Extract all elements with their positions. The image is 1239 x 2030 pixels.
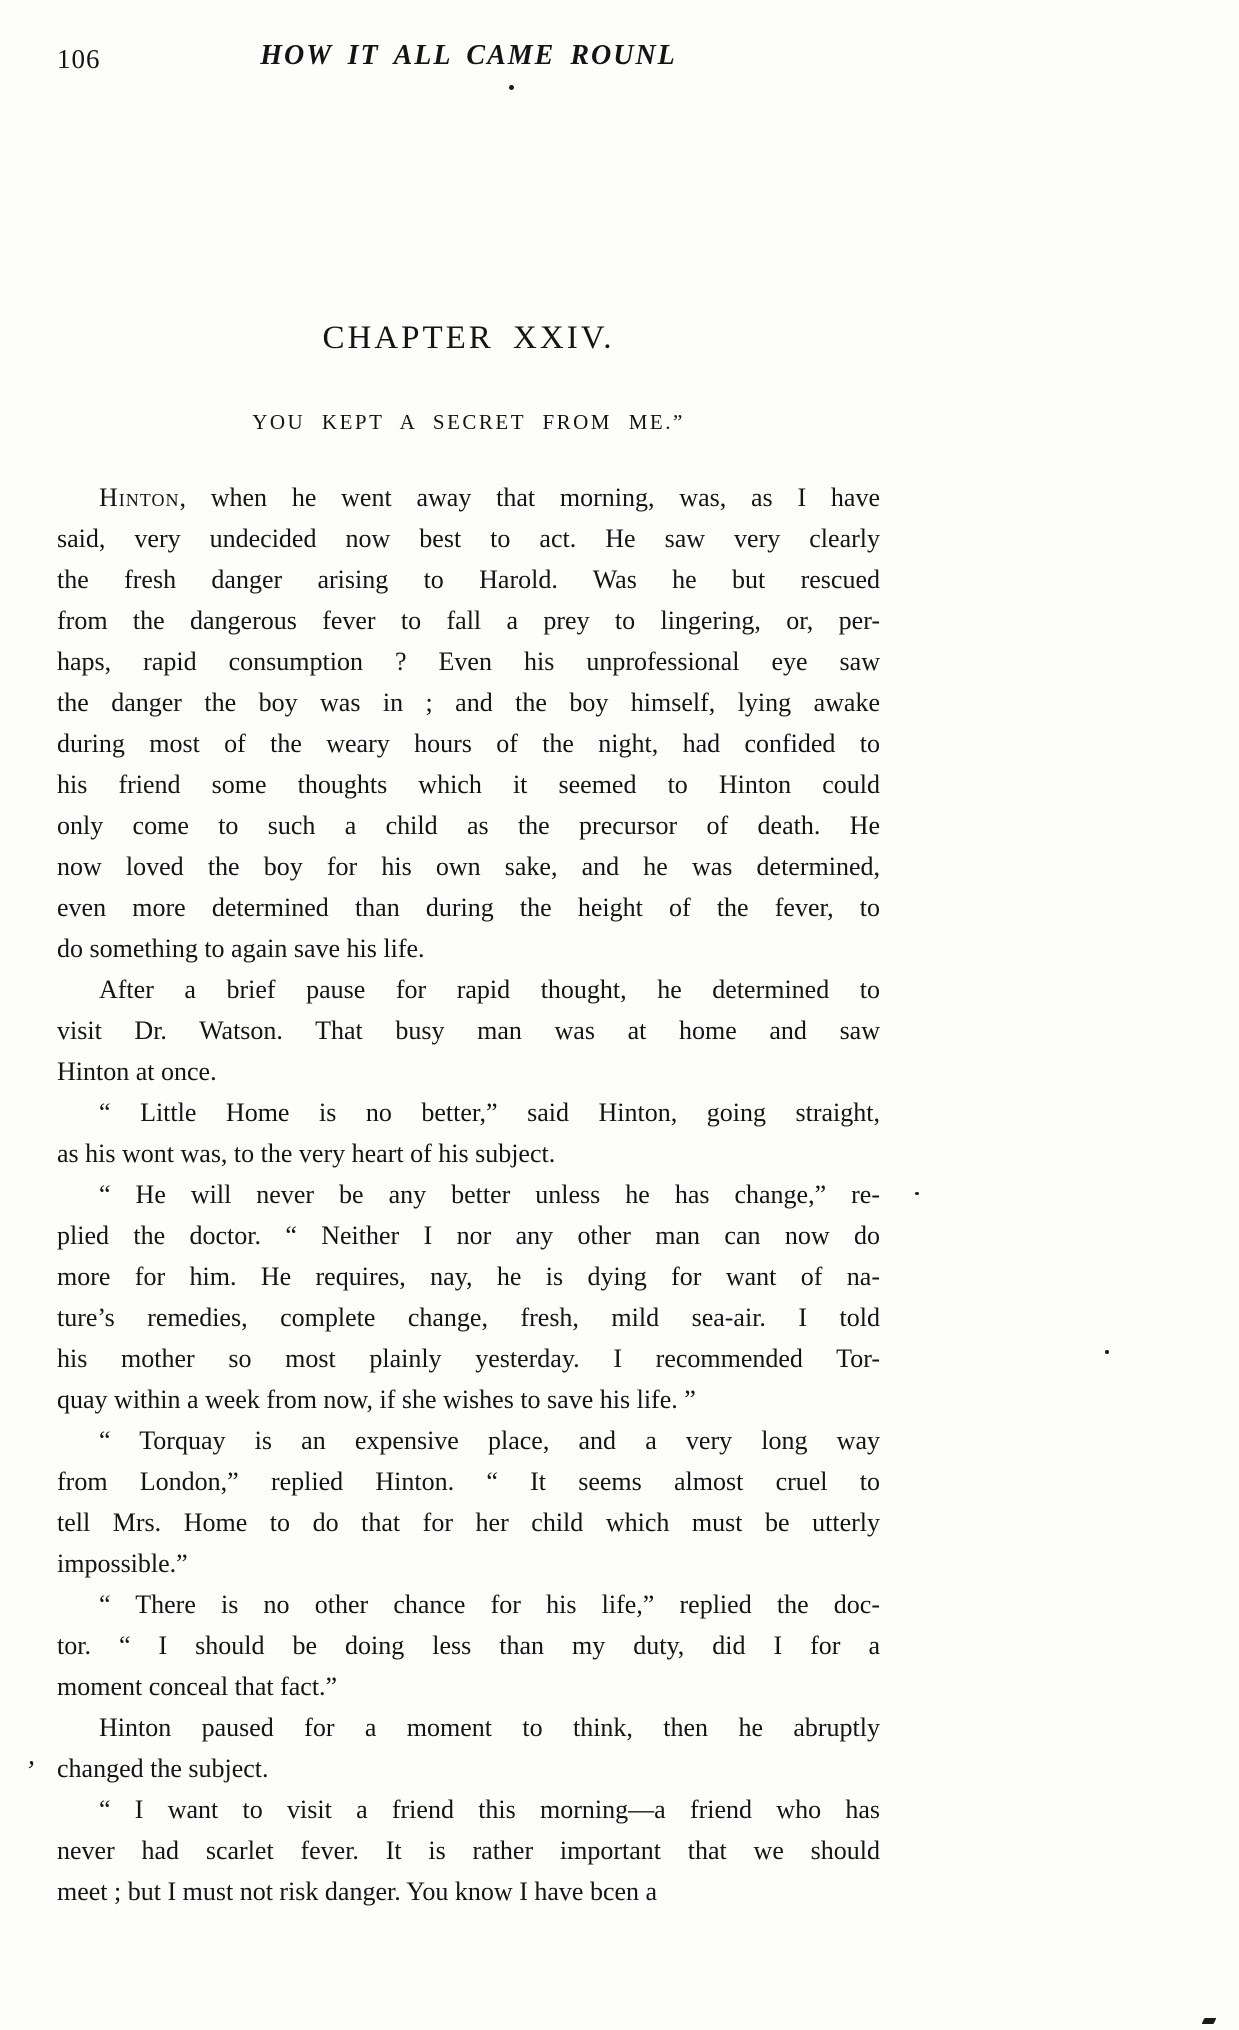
text-line: Hinton paused for a moment to think, then he abruptly xyxy=(99,1713,880,1742)
text-line: “ He will never be any better unless he has change,” re- xyxy=(99,1180,880,1209)
text-line: After a brief pause for rapid thought, he determined to xyxy=(99,975,880,1004)
text-line: said, very undecided now best to act. He saw very clearly xyxy=(57,524,880,553)
text-line: only come to such a child as the precursor of death. He xyxy=(57,811,880,840)
page-number: 106 xyxy=(57,44,101,74)
paragraph xyxy=(57,1789,880,1912)
text-line: “ Torquay is an expensive place, and a very long way xyxy=(99,1426,880,1455)
paragraph xyxy=(57,969,880,1092)
text-line: changed the subject. xyxy=(57,1754,269,1783)
text-line: tor. “ I should be doing less than my duty, did I for a xyxy=(57,1631,880,1660)
text-line: do something to again save his life. xyxy=(57,934,425,963)
text-line: haps, rapid consumption ? Even his unprofessional eye saw xyxy=(57,647,880,676)
text-line: the danger the boy was in ; and the boy himself, lying awake xyxy=(57,688,880,717)
text-line: impossible.” xyxy=(57,1549,188,1578)
chapter-subtitle: YOU KEPT A SECRET FROM ME.” xyxy=(252,410,685,434)
text-line: “ There is no other chance for his life,” replied the doc- xyxy=(99,1590,880,1619)
text-line: meet ; but I must not risk danger. You know I have bcen a xyxy=(57,1877,658,1906)
text-line: moment conceal that fact.” xyxy=(57,1672,338,1701)
text-line: quay within a week from now, if she wishes to save his life. ” xyxy=(57,1385,696,1414)
text-line: his mother so most plainly yesterday. I recommended Tor- xyxy=(57,1344,880,1373)
scan-artifact-margin-mark: , xyxy=(28,1740,35,1771)
text-line: during most of the weary hours of the night, had confided to xyxy=(57,729,880,758)
scan-artifact-speck xyxy=(1105,1350,1109,1354)
text-line: now loved the boy for his own sake, and he was determined, xyxy=(57,852,880,881)
text-line: the fresh danger arising to Harold. Was he but rescued xyxy=(57,565,880,594)
paragraph xyxy=(57,1174,880,1420)
text-line: “ Little Home is no better,” said Hinton, going straight, xyxy=(99,1098,880,1127)
text-line: as his wont was, to the very heart of his subject. xyxy=(57,1139,556,1168)
small-caps-word: Hinton xyxy=(99,483,180,512)
text-line: tell Mrs. Home to do that for her child which must be utterly xyxy=(57,1508,880,1537)
scan-artifact-speck xyxy=(1202,2018,1217,2024)
running-title: HOW IT ALL CAME ROUNL xyxy=(260,40,677,71)
body-text xyxy=(57,477,880,1912)
paragraph xyxy=(57,1420,880,1584)
text-line: even more determined than during the height of the fever, to xyxy=(57,893,880,922)
text-line: ture’s remedies, complete change, fresh, mild sea-air. I told xyxy=(57,1303,880,1332)
chapter-heading: CHAPTER XXIV. xyxy=(322,320,615,356)
scan-artifact-dot xyxy=(509,85,514,90)
text-line: Hinton at once. xyxy=(57,1057,217,1086)
text-line: from London,” replied Hinton. “ It seems almost cruel to xyxy=(57,1467,880,1496)
text-line: his friend some thoughts which it seemed to Hinton could xyxy=(57,770,880,799)
text-line: plied the doctor. “ Neither I nor any other man can now do xyxy=(57,1221,880,1250)
text-line: more for him. He requires, nay, he is dying for want of na- xyxy=(57,1262,880,1291)
text-line: from the dangerous fever to fall a prey to lingering, or, per- xyxy=(57,606,880,635)
paragraph xyxy=(57,1707,880,1789)
paragraph xyxy=(57,1584,880,1707)
text-line: Hinton, when he went away that morning, was, as I have xyxy=(99,483,880,512)
paragraph xyxy=(57,477,880,969)
scan-artifact-speck xyxy=(915,1192,919,1195)
text-line: “ I want to visit a friend this morning—a friend who has xyxy=(99,1795,880,1824)
text-line: never had scarlet fever. It is rather important that we should xyxy=(57,1836,880,1865)
text-line: visit Dr. Watson. That busy man was at home and saw xyxy=(57,1016,880,1045)
paragraph xyxy=(57,1092,880,1174)
